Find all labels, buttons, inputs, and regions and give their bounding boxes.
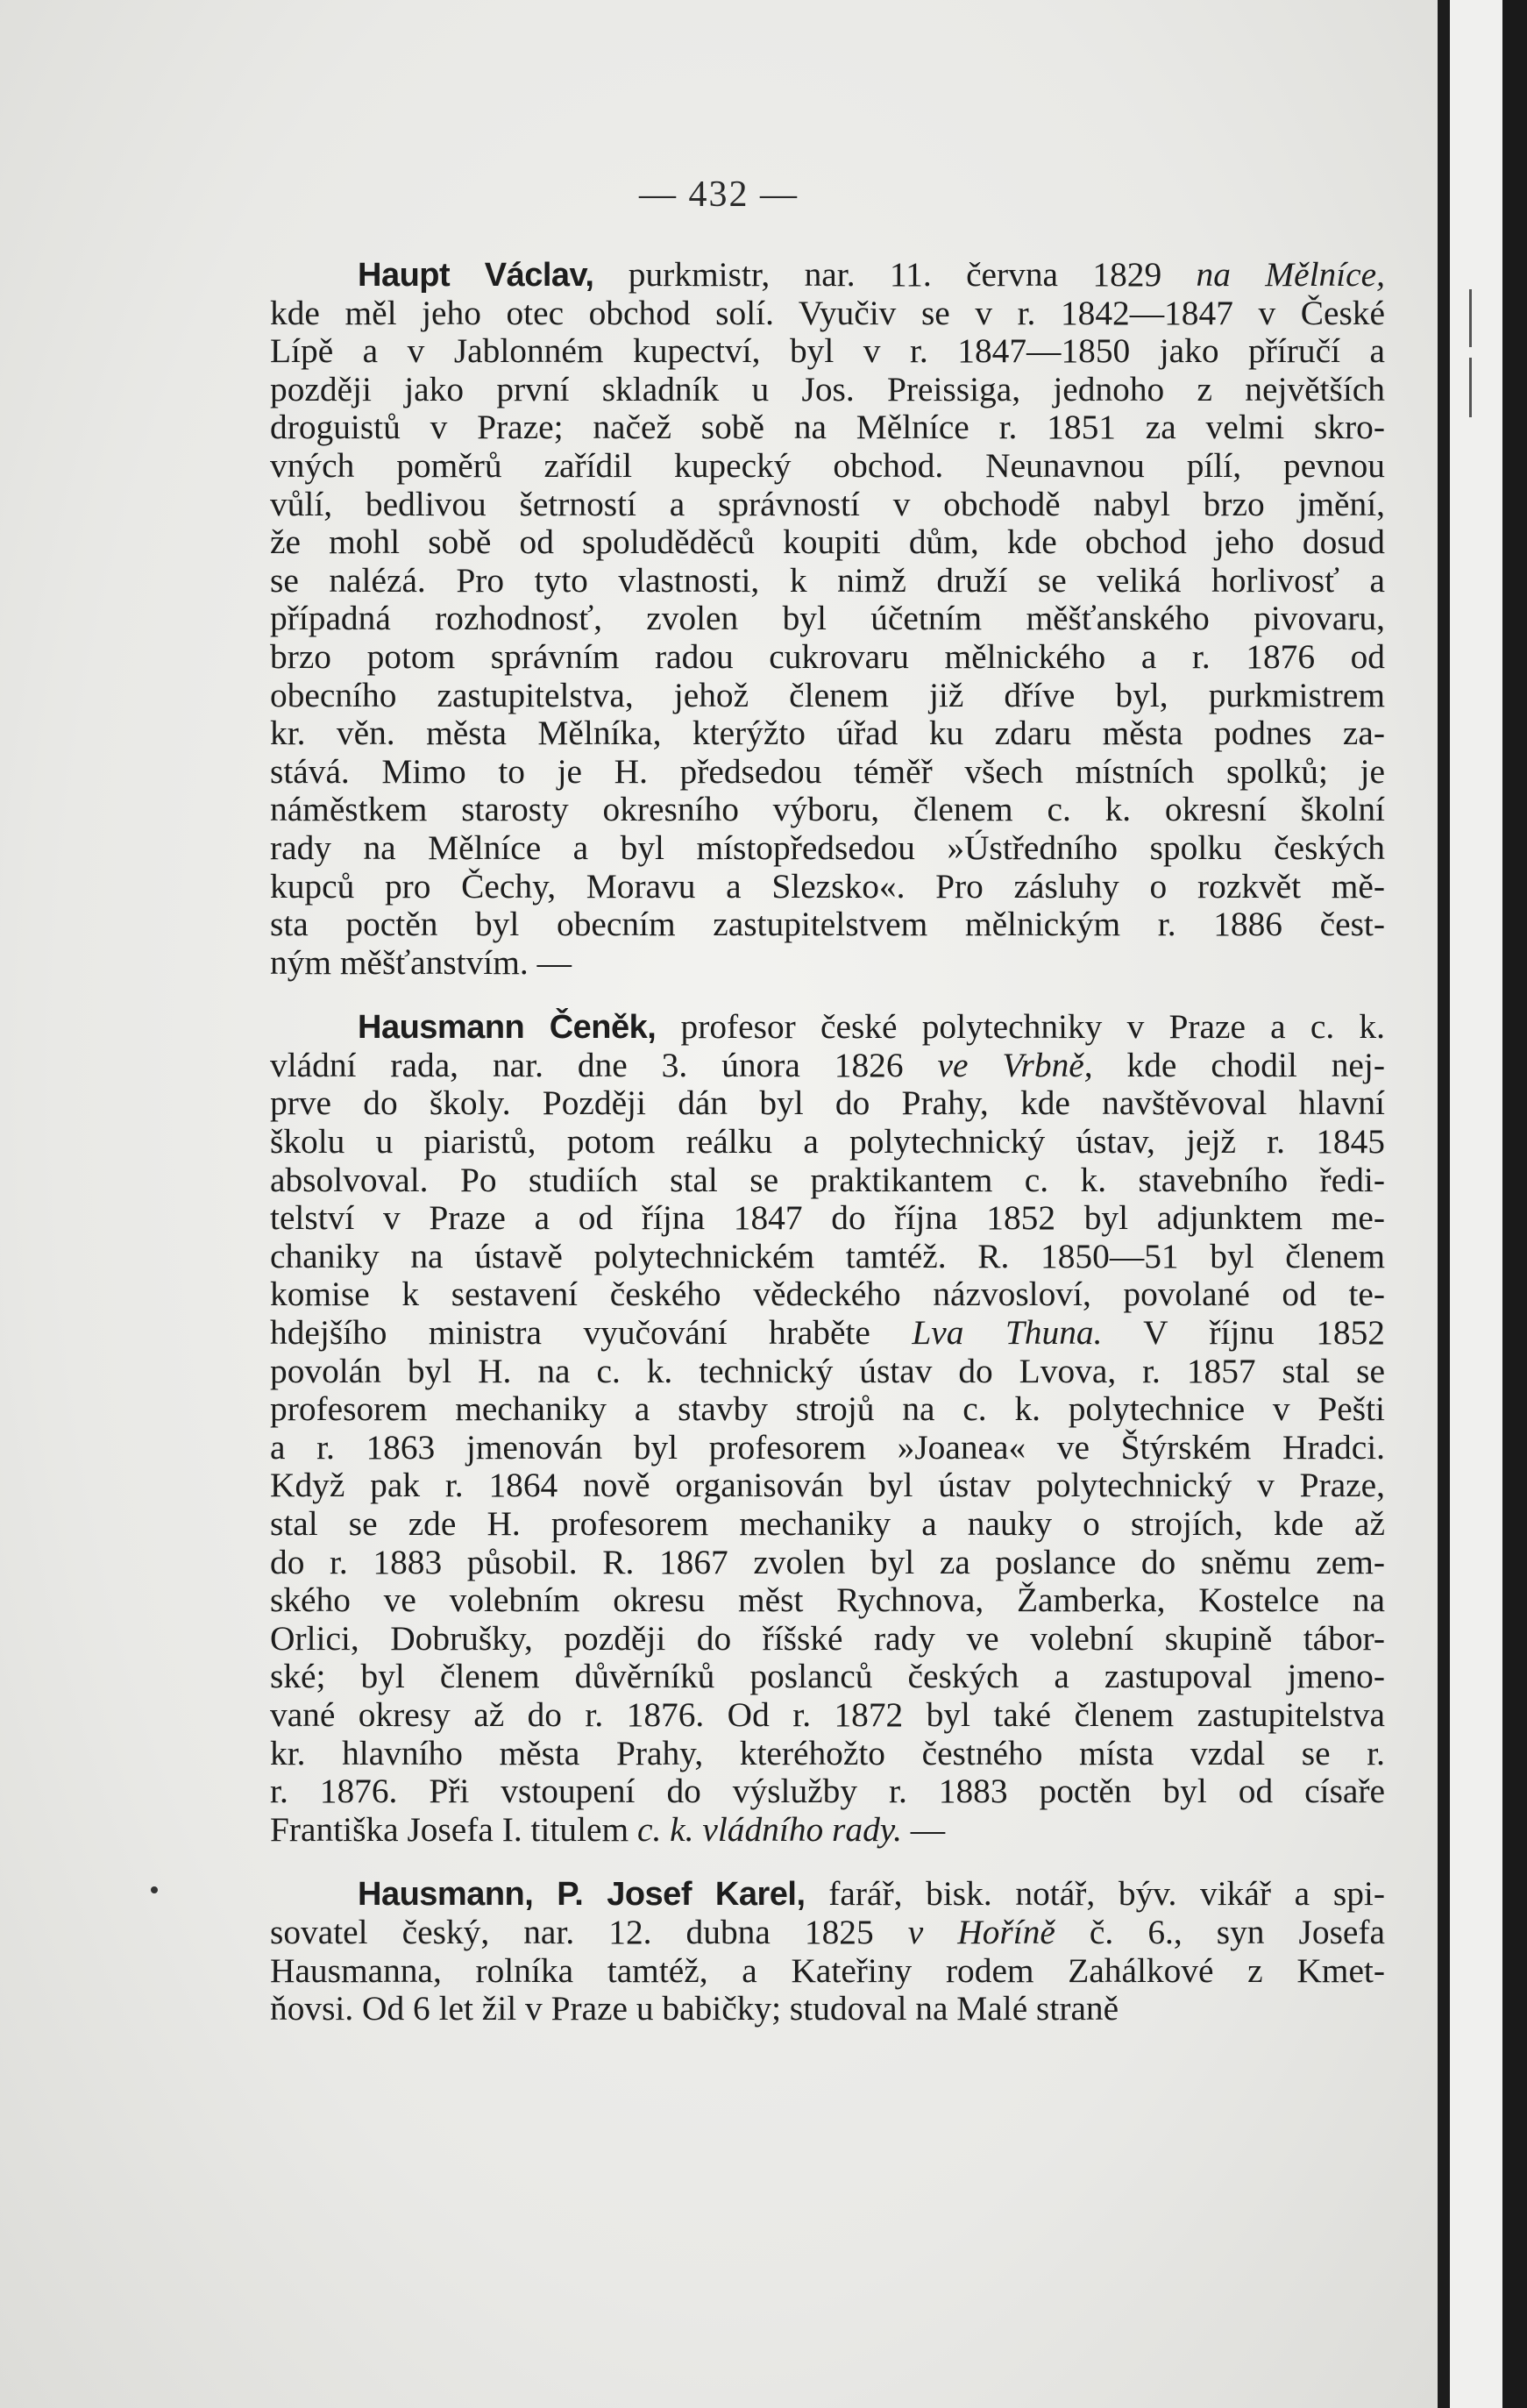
text-line <box>270 1581 1385 1620</box>
body-text: sta poctěn byl obecním zastupitelstvem mělnickým r. 1886 čest- <box>270 906 1385 944</box>
text-line <box>270 1811 1385 1850</box>
text-line <box>270 868 1385 906</box>
body-text: náměstkem starosty okresního výboru, členem c. k. okresní školní <box>270 791 1385 829</box>
text-line <box>270 1735 1385 1773</box>
body-text: absolvoval. Po studiích stal se praktikantem c. k. stavebního ředi- <box>270 1161 1385 1199</box>
body-text: kr. věn. města Mělníka, kterýžto úřad ku zdaru města podnes za- <box>270 714 1385 753</box>
body-text: kde měl jeho otec obchod solí. Vyučiv se v r. 1842—1847 v České <box>270 294 1385 332</box>
body-text: později jako první skladník u Jos. Preissiga, jednoho z největších <box>270 370 1385 408</box>
text-line <box>270 791 1385 829</box>
body-text: vůlí, bedlivou šetrností a správností v obchodě nabyl brzo jmění, <box>270 485 1385 523</box>
body-text: do r. 1883 působil. R. 1867 zvolen byl za poslance do sněmu zem- <box>270 1543 1385 1581</box>
text-line <box>270 677 1385 715</box>
body-text: prve do školy. Později dán byl do Prahy, kde navštěvoval hlavní <box>270 1084 1385 1123</box>
body-text: Když pak r. 1864 nově organisován byl ústav polytechnický v Praze, <box>270 1467 1385 1505</box>
entry-heading: Hausmann, P. Josef Karel, <box>358 1876 806 1914</box>
page-number: — 432 — <box>639 174 799 215</box>
text-line <box>270 295 1385 333</box>
text-line <box>270 371 1385 409</box>
body-text: ňovsi. Od 6 let žil v Praze u babičky; studoval na Malé straně <box>270 1990 1119 2028</box>
body-text: komise k sestavení českého vědeckého názvosloví, povolané od te- <box>270 1275 1385 1314</box>
text-line <box>270 600 1385 638</box>
body-text: rady na Mělníce a byl místopředsedou »Ústředního spolku českých <box>270 828 1385 867</box>
binding-gutter <box>1438 0 1450 2408</box>
text-line <box>270 1696 1385 1735</box>
body-text: případná rozhodnosť, zvolen byl účetním měšťanského pivovaru, <box>270 600 1385 638</box>
body-text: Františka Josefa I. titulem <box>270 1810 637 1849</box>
body-text: V říjnu 1852 <box>1102 1314 1385 1353</box>
body-text: profesor české polytechniky v Praze a c. k. <box>680 1008 1385 1047</box>
body-text: hdejšího ministra vyučování hraběte <box>270 1314 913 1353</box>
body-text: sovatel český, nar. 12. dubna 1825 <box>270 1913 908 1951</box>
body-text: č. 6., syn Josefa <box>1055 1913 1385 1951</box>
text-line <box>270 1008 1385 1047</box>
text-line <box>270 1275 1385 1314</box>
margin-dot <box>151 1886 158 1893</box>
italic-text: v Hoříně <box>907 1913 1055 1951</box>
body-text: droguistů v Praze; načež sobě na Mělníce r. 1851 za velmi skro- <box>270 408 1385 447</box>
body-text: Hausmanna, rolníka tamtéž, a Kateřiny rodem Zahálkové z Kmet- <box>270 1951 1385 1990</box>
text-line <box>270 523 1385 562</box>
body-text: brzo potom správním radou cukrovaru mělnického a r. 1876 od <box>270 637 1385 676</box>
text-line <box>270 906 1385 944</box>
text-line <box>270 1505 1385 1544</box>
text-line <box>270 1238 1385 1276</box>
text-line <box>270 256 1385 295</box>
body-text: kde chodil nej- <box>1092 1046 1385 1084</box>
body-text: že mohl sobě od spoluděděců koupiti dům, kde obchod jeho dosud <box>270 523 1385 562</box>
adjacent-page-edge <box>1450 0 1527 2408</box>
text-line <box>270 1084 1385 1123</box>
text-line <box>270 408 1385 447</box>
body-text: — <box>901 1810 946 1849</box>
entry-hausmann-cenek <box>270 1008 1385 1849</box>
text-line <box>270 1990 1385 2028</box>
body-text: kupců pro Čechy, Moravu a Slezsko«. Pro zásluhy o rozkvět mě- <box>270 867 1385 906</box>
text-line <box>270 1123 1385 1161</box>
text-line <box>270 1161 1385 1200</box>
body-text: obecního zastupitelstva, jehož členem již dříve byl, purkmistrem <box>270 676 1385 714</box>
body-text: a r. 1863 jmenován byl profesorem »Joanea« ve Štýrském Hradci. <box>270 1428 1385 1467</box>
text-line <box>270 944 1385 983</box>
text-line <box>270 1047 1385 1085</box>
text-column <box>270 256 1385 2028</box>
text-line <box>270 562 1385 600</box>
text-line <box>270 1544 1385 1582</box>
text-line <box>270 1875 1385 1914</box>
text-line <box>270 1353 1385 1391</box>
entry-heading: Hausmann Čeněk, <box>358 1009 657 1047</box>
entry-hausmann-josef-karel <box>270 1875 1385 2028</box>
text-line <box>270 1314 1385 1353</box>
body-text: ského ve volebním okresu měst Rychnova, Žamberka, Kostelce na <box>270 1581 1385 1620</box>
text-line <box>270 1390 1385 1429</box>
text-line <box>270 332 1385 371</box>
text-line <box>270 829 1385 868</box>
body-text: farář, bisk. notář, býv. vikář a spi- <box>828 1875 1385 1914</box>
body-text: vných poměrů zařídil kupecký obchod. Neunavnou pílí, pevnou <box>270 446 1385 485</box>
text-line <box>270 714 1385 753</box>
body-text: vládní rada, nar. dne 3. února 1826 <box>270 1046 938 1084</box>
body-text: školu u piaristů, potom reálku a polytechnický ústav, jejž r. 1845 <box>270 1123 1385 1161</box>
body-text: Lípě a v Jablonném kupectví, byl v r. 1847—1850 jako příručí a <box>270 332 1385 371</box>
text-line <box>270 447 1385 486</box>
italic-text: ve Vrbně, <box>937 1046 1093 1084</box>
entry-heading: Haupt Václav, <box>358 257 594 294</box>
body-text: kr. hlavního města Prahy, kteréhožto čestného místa vzdal se r. <box>270 1734 1385 1772</box>
text-line <box>270 1620 1385 1659</box>
body-text: stal se zde H. profesorem mechaniky a nauky o strojích, kde až <box>270 1505 1385 1543</box>
text-line <box>270 1199 1385 1238</box>
body-text: ské; byl členem důvěrníků poslanců českých a zastupoval jmeno- <box>270 1658 1385 1696</box>
text-line <box>270 1429 1385 1467</box>
body-text: telství v Praze a od října 1847 do října 1852 byl adjunktem me- <box>270 1199 1385 1238</box>
text-line <box>270 1914 1385 1952</box>
text-line <box>270 486 1385 524</box>
body-text: r. 1876. Při vstoupení do výslužby r. 1883 poctěn byl od císaře <box>270 1772 1385 1811</box>
text-line <box>270 1772 1385 1811</box>
entry-haupt <box>270 256 1385 982</box>
scan-border <box>1502 0 1527 2408</box>
text-line <box>270 753 1385 792</box>
body-text: stává. Mimo to je H. předsedou téměř všech místních spolků; je <box>270 752 1385 791</box>
body-text: Orlici, Dobrušky, později do říšské rady ve volební skupině tábor- <box>270 1619 1385 1658</box>
body-text: ným měšťanstvím. — <box>270 943 572 982</box>
italic-text: Lva Thuna. <box>912 1314 1103 1353</box>
text-line <box>270 638 1385 677</box>
italic-text: na Mělníce, <box>1196 256 1385 294</box>
body-text: profesorem mechaniky a stavby strojů na c. k. polytechnice v Pešti <box>270 1390 1385 1429</box>
body-text: povolán byl H. na c. k. technický ústav do Lvova, r. 1857 stal se <box>270 1352 1385 1390</box>
body-text: chaniky na ústavě polytechnickém tamtéž. R. 1850—51 byl členem <box>270 1237 1385 1275</box>
italic-text: c. k. vládního rady. <box>637 1810 902 1849</box>
text-line <box>270 1658 1385 1696</box>
text-line <box>270 1952 1385 1991</box>
body-text: vané okresy až do r. 1876. Od r. 1872 byl také členem zastupitelstva <box>270 1695 1385 1734</box>
body-text: purkmistr, nar. 11. června 1829 <box>628 256 1197 294</box>
text-line <box>270 1467 1385 1505</box>
body-text: se nalézá. Pro tyto vlastnosti, k nimž druží se veliká horlivosť a <box>270 561 1385 600</box>
